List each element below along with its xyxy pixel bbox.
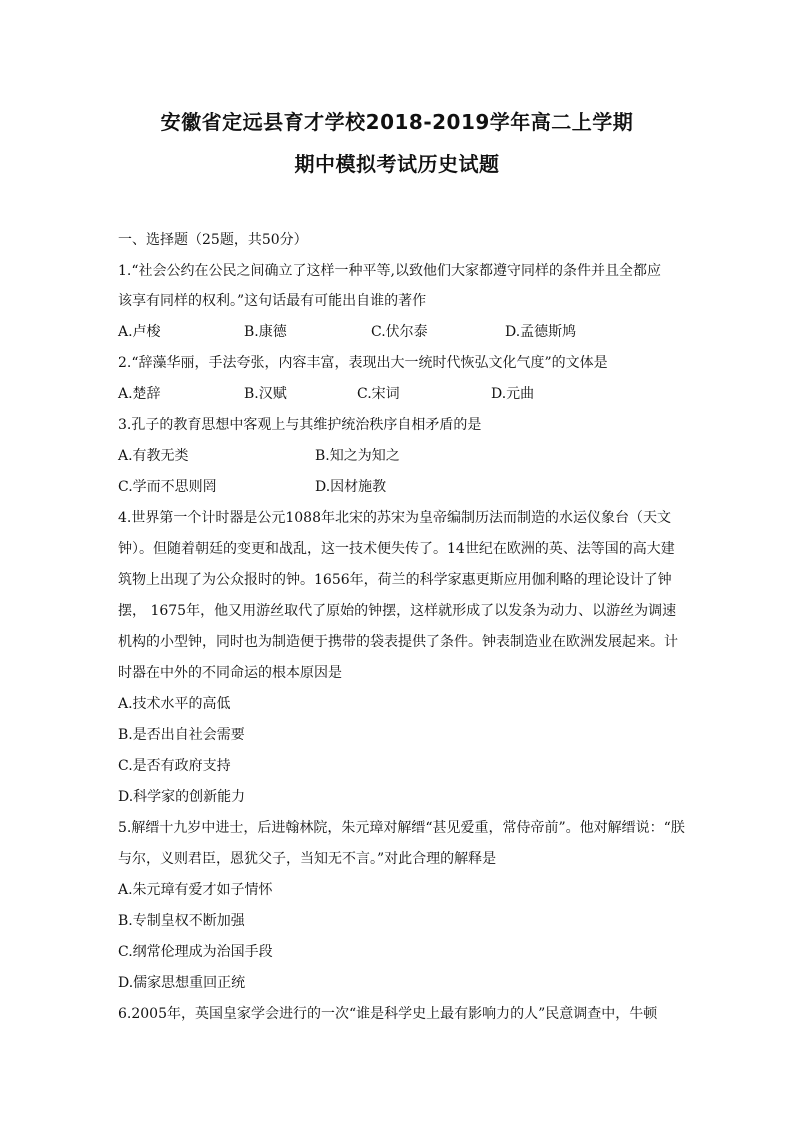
question-5-stem-line-2: 与尔，义则君臣，恩犹父子，当知无不言。”对此合理的解释是 xyxy=(118,851,497,867)
question-1-option-d: D.孟德斯鸠 xyxy=(505,324,577,340)
question-2-stem-line-1: 2.“辞藻华丽，手法夸张，内容丰富，表现出大一统时代恢弘文化气度”的文体是 xyxy=(118,355,608,371)
question-1-stem-line-1: 1.“社会公约在公民之间确立了这样一种平等,以致他们大家都遵守同样的条件并且全都应 xyxy=(118,263,661,279)
question-6-stem-line-1: 6.2005年，英国皇家学会进行的一次“谁是科学史上最有影响力的人”民意调查中，牛顿 xyxy=(118,1006,658,1022)
exam-title-line1: 安徽省定远县育才学校2018-2019学年高二上学期 xyxy=(160,110,634,134)
question-3-stem-line-1: 3.孔子的教育思想中客观上与其维护统治秩序自相矛盾的是 xyxy=(118,417,482,433)
question-1-stem-line-2: 该享有同样的权利。”这句话最有可能出自谁的著作 xyxy=(118,293,427,309)
question-4-stem-line-2: 钟）。但随着朝廷的变更和战乱，这一技术便失传了。14世纪在欧洲的英、法等国的高大建 xyxy=(118,541,675,557)
question-4-option-d: D.科学家的创新能力 xyxy=(118,789,246,805)
question-4-stem-line-5: 机构的小型钟，同时也为制造便于携带的袋表提供了条件。钟表制造业在欧洲发展起来。计 xyxy=(118,634,678,650)
question-4-stem-line-6: 时器在中外的不同命运的根本原因是 xyxy=(118,665,342,681)
question-5-option-b: B.专制皇权不断加强 xyxy=(118,913,245,929)
question-4-stem-line-1: 4.世界第一个计时器是公元1088年北宋的苏宋为皇帝编制历法而制造的水运仪象台（天文 xyxy=(118,510,671,526)
question-3-option-d: D.因材施教 xyxy=(315,479,387,495)
question-5-option-d: D.儒家思想重回正统 xyxy=(118,975,246,991)
question-1-option-c: C.伏尔泰 xyxy=(371,324,428,340)
question-4-option-c: C.是否有政府支持 xyxy=(118,758,231,774)
question-2-option-a: A.楚辞 xyxy=(118,386,161,402)
exam-title-line2: 期中模拟考试历史试题 xyxy=(294,152,500,176)
question-3-option-a: A.有教无类 xyxy=(118,448,189,464)
question-4-stem-line-3: 筑物上出现了为公众报时的钟。1656年，荷兰的科学家惠更斯应用伽利略的理论设计了钟 xyxy=(118,572,672,588)
question-5-option-a: A.朱元璋有爱才如子情怀 xyxy=(118,882,273,898)
question-4-option-a: A.技术水平的高低 xyxy=(118,696,231,712)
question-4-stem-line-4: 摆， 1675年，他又用游丝取代了原始的钟摆，这样就形成了以发条为动力、以游丝为调速 xyxy=(118,603,677,619)
question-2-option-b: B.汉赋 xyxy=(244,386,287,402)
question-2-option-c: C.宋词 xyxy=(357,386,400,402)
question-5-option-c: C.纲常伦理成为治国手段 xyxy=(118,944,273,960)
question-3-option-b: B.知之为知之 xyxy=(315,448,400,464)
question-3-option-c: C.学而不思则罔 xyxy=(118,479,217,495)
question-5-stem-line-1: 5.解缙十九岁中进士，后进翰林院，朱元璋对解缙“甚见爱重，常侍帝前”。他对解缙说：“朕 xyxy=(118,820,685,836)
question-1-option-a: A.卢梭 xyxy=(118,324,161,340)
question-1-option-b: B.康德 xyxy=(244,324,287,340)
question-4-option-b: B.是否出自社会需要 xyxy=(118,727,245,743)
section-heading: 一、选择题（25题，共50分） xyxy=(118,232,308,248)
question-2-option-d: D.元曲 xyxy=(491,386,535,402)
